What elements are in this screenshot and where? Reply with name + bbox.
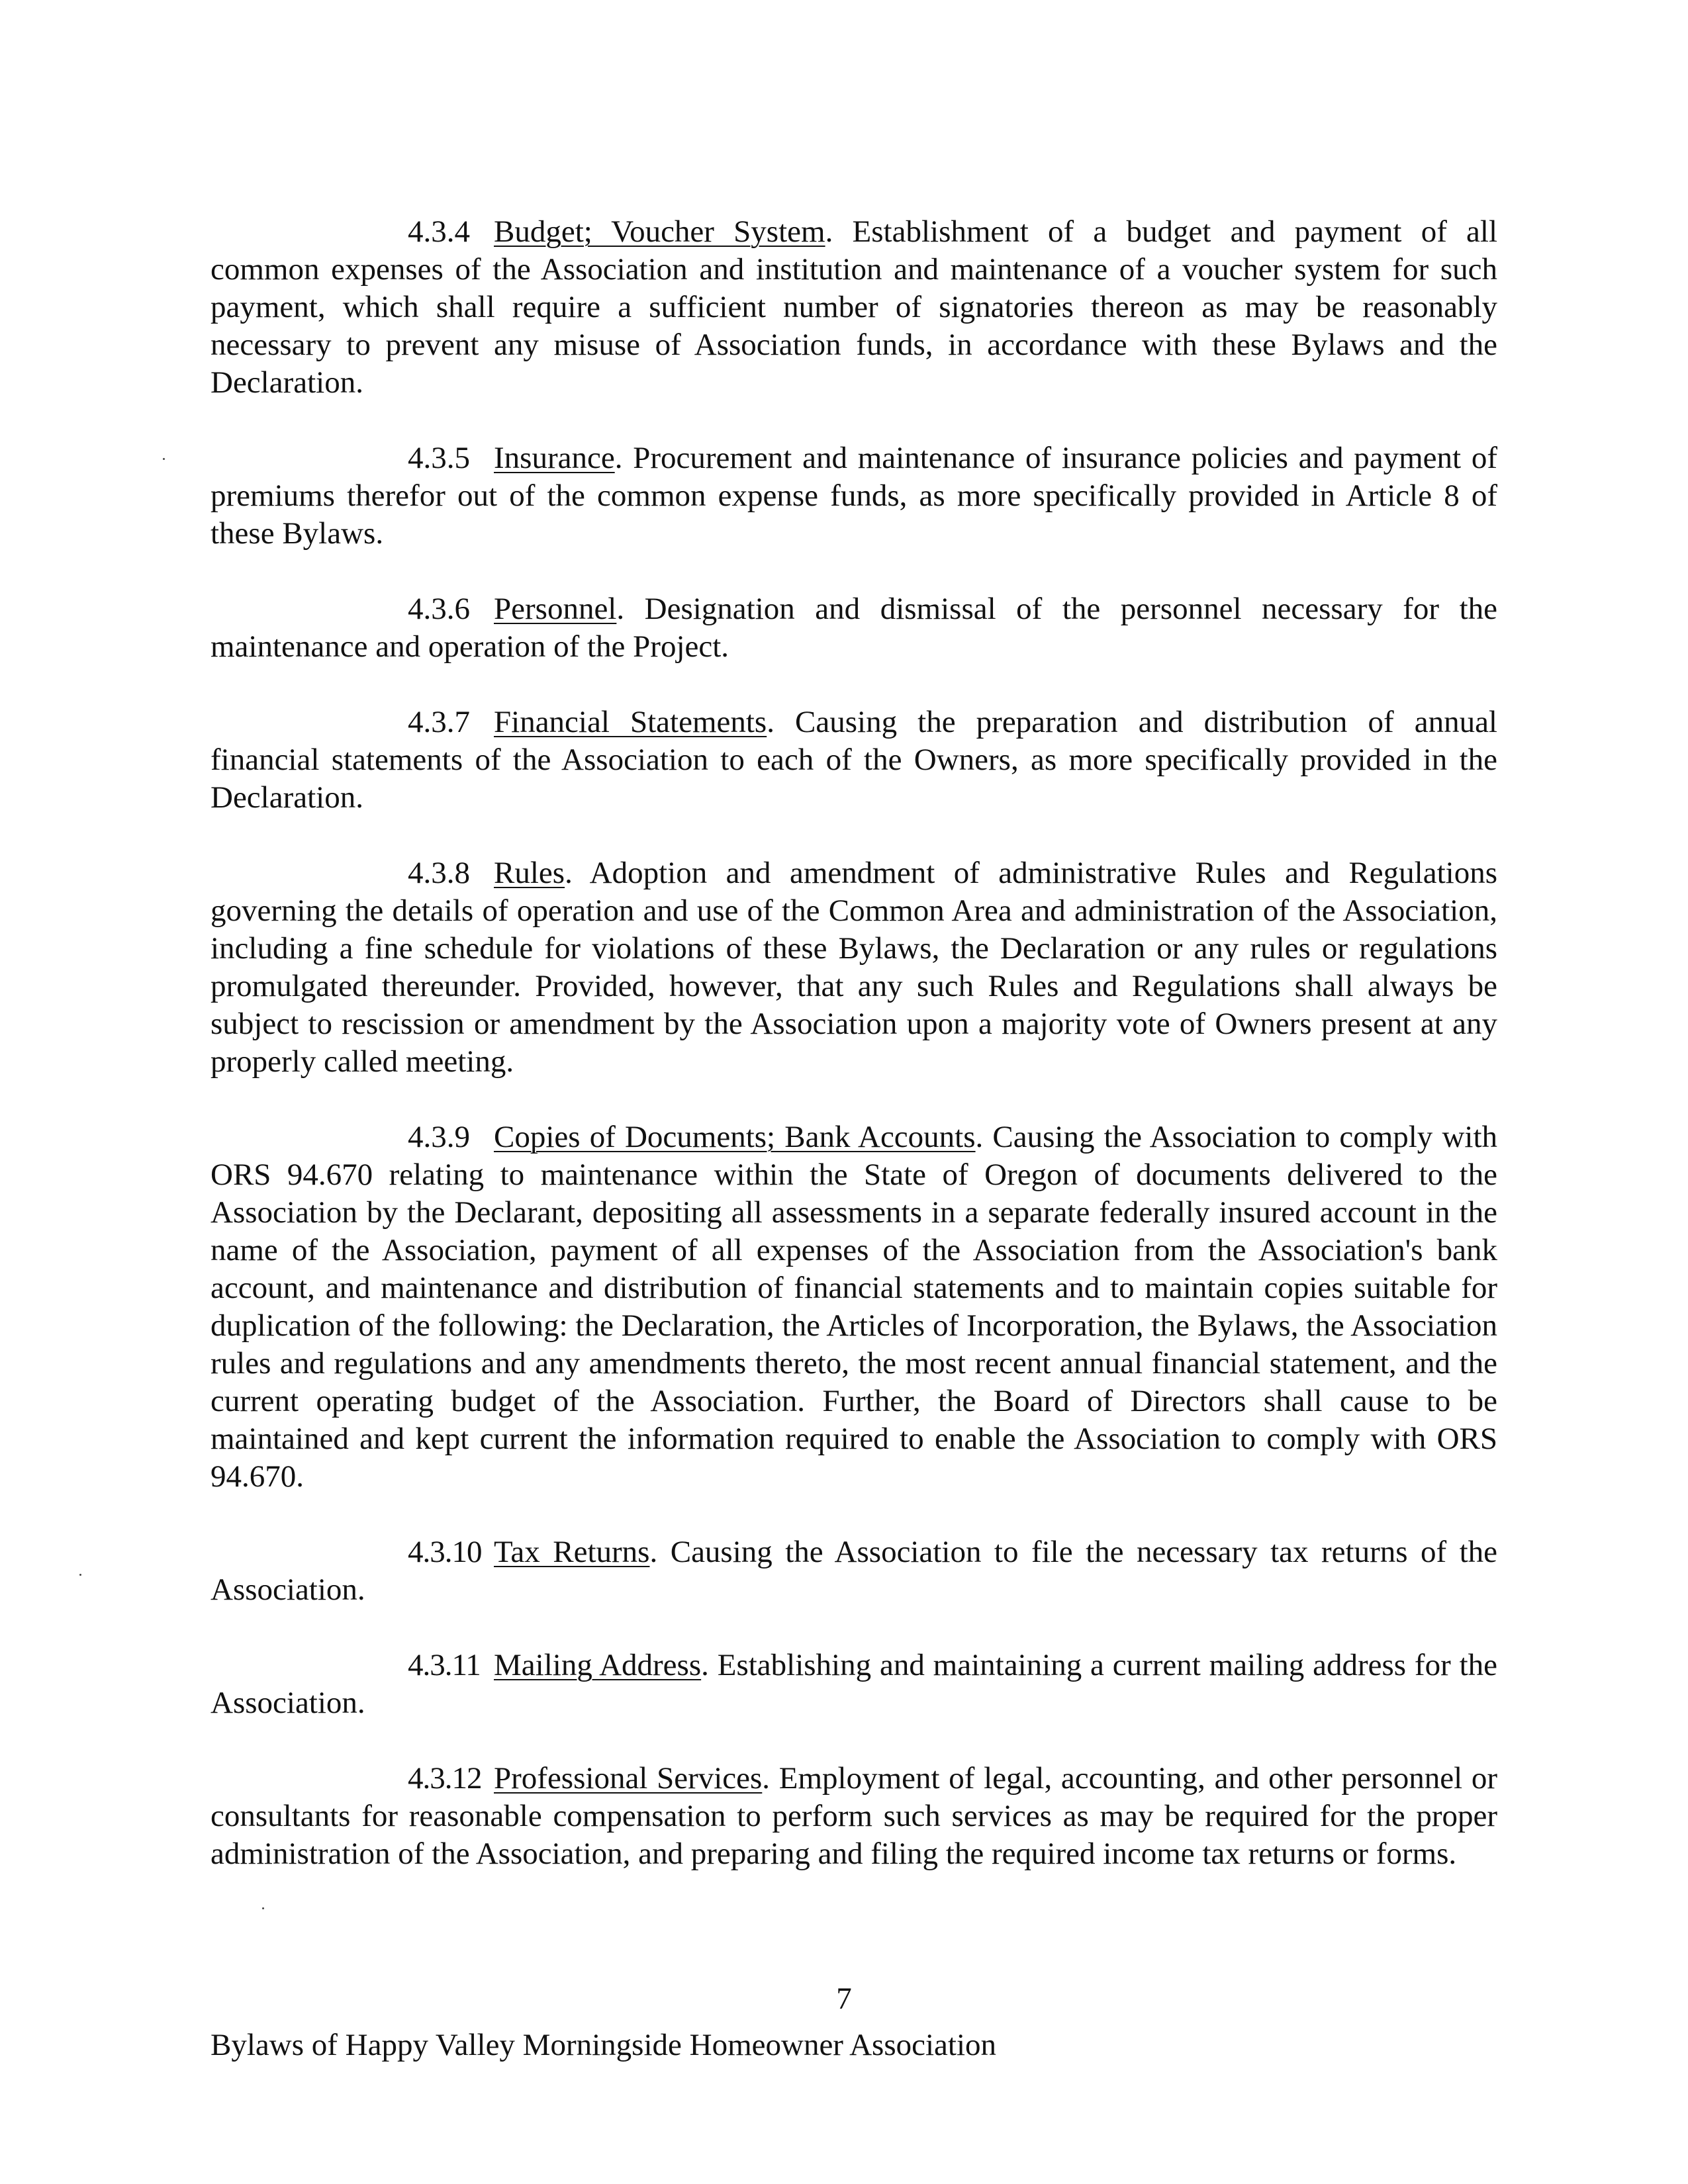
section-4-3-11: 4.3.11 Mailing Address. Establishing and maintaining a current mailing address for the Association. xyxy=(211,1648,1497,1720)
page-number: 7 xyxy=(836,1981,852,2016)
section-heading: Copies of Documents; Bank Accounts xyxy=(494,1120,976,1154)
document-body xyxy=(211,213,1497,1911)
section-4-3-6: 4.3.6 Personnel. Designation and dismissal of the personnel necessary for the maintenance and operation of the Project. xyxy=(211,592,1497,664)
section-4-3-5: 4.3.5 Insurance. Procurement and maintenance of insurance policies and payment of premiums therefor out of the common expense funds, as more specifically provided in Article 8 of these Bylaws. xyxy=(211,441,1497,551)
section-4-3-8: 4.3.8 Rules. Adoption and amendment of administrative Rules and Regulations governing the details of operation and use of the Common Area and administration of the Association, including a fine schedule for violations of these Bylaws, the Declaration or any rules or regulations promulgated thereunder. Provided, however, that any such Rules and Regulations shall always be subject to rescission or amendment by the Association upon a majority vote of Owners present at any properly called meeting. xyxy=(211,856,1497,1079)
section-heading: Budget; Voucher System xyxy=(494,214,825,249)
section-number: 4.3.7 xyxy=(408,705,470,739)
section-heading: Tax Returns xyxy=(494,1535,650,1569)
section-heading: Professional Services xyxy=(494,1761,763,1796)
section-text: Causing the preparation and distribution of annual financial statements of the Association to each of the Owners, as more specifically provided in the Declaration. xyxy=(211,705,1497,815)
section-number: 4.3.10 xyxy=(408,1535,482,1569)
section-heading: Personnel xyxy=(494,592,617,626)
section-heading: Rules xyxy=(494,856,565,890)
scan-speck xyxy=(79,1574,81,1576)
section-text: Procurement and maintenance of insurance policies and payment of premiums therefor out of the common expense funds, as more specifically provided in Article 8 of these Bylaws. xyxy=(211,441,1497,551)
section-text: Establishing and maintaining a current mailing address for the Association. xyxy=(211,1648,1497,1720)
section-text: Employment of legal, accounting, and other personnel or consultants for reasonable compensation to perform such services as may be required for the proper administration of the Association, and preparing and filing the required income tax returns or forms. xyxy=(211,1761,1498,1871)
section-number: 4.3.12 xyxy=(408,1761,482,1796)
section-text: Establishment of a budget and payment of all common expenses of the Association and institution and maintenance of a voucher system for such payment, which shall require a sufficient number of signatories thereon as may be reasonably necessary to prevent any misuse of Association funds, in accordance with these Bylaws and the Declaration. xyxy=(211,214,1498,400)
section-number: 4.3.8 xyxy=(408,856,470,890)
section-4-3-12: 4.3.12 Professional Services. Employment of legal, accounting, and other personnel or consultants for reasonable compensation to perform such services as may be required for the proper administration of the Association, and preparing and filing the required income tax returns or forms. xyxy=(211,1761,1498,1871)
section-heading: Insurance xyxy=(494,441,615,475)
section-4-3-7: 4.3.7 Financial Statements. Causing the preparation and distribution of annual financial statements of the Association to each of the Owners, as more specifically provided in the Declaration. xyxy=(211,705,1497,815)
document-footer: Bylaws of Happy Valley Morningside Homeowner Association xyxy=(211,2028,997,2062)
section-number: 4.3.6 xyxy=(408,592,470,626)
section-heading: Financial Statements xyxy=(494,705,767,739)
section-4-3-4: 4.3.4 Budget; Voucher System. Establishment of a budget and payment of all common expenses of the Association and institution and maintenance of a voucher system for such payment, which shall require a sufficient number of signatories thereon as may be reasonably necessary to prevent any misuse of Association funds, in accordance with these Bylaws and the Declaration. xyxy=(211,214,1498,400)
scan-speck xyxy=(262,1907,264,1909)
section-heading: Mailing Address xyxy=(494,1648,702,1682)
section-text: Adoption and amendment of administrative Rules and Regulations governing the details of operation and use of the Common Area and administration of the Association, including a fine schedule for violations of these Bylaws, the Declaration or any rules or regulations promulgated thereunder. Provided, however, that any such Rules and Regulations shall always be subject to rescission or amendment by the Association upon a majority vote of Owners present at any properly called meeting. xyxy=(211,856,1497,1079)
section-number: 4.3.9 xyxy=(408,1120,470,1154)
section-number: 4.3.5 xyxy=(408,441,470,475)
section-4-3-10: 4.3.10 Tax Returns. Causing the Association to file the necessary tax returns of the Association. xyxy=(211,1535,1498,1607)
section-number: 4.3.4 xyxy=(408,214,470,249)
section-text: Designation and dismissal of the personnel necessary for the maintenance and operation of the Project. xyxy=(211,592,1497,664)
section-number: 4.3.11 xyxy=(408,1648,481,1682)
section-text: Causing the Association to comply with ORS 94.670 relating to maintenance within the State of Oregon of documents delivered to the Association by the Declarant, depositing all assessments in a separate federally insured account in the name of the Association, payment of all expenses of the Association from the Association's bank account, and maintenance and distribution of financial statements and to maintain copies suitable for duplication of the following: the Declaration, the Articles of Incorporation, the Bylaws, the Association rules and regulations and any amendments thereto, the most recent annual financial statement, and the current operating budget of the Association. Further, the Board of Directors shall cause to be maintained and kept current the information required to enable the Association to comply with ORS 94.670. xyxy=(211,1120,1498,1494)
scan-speck xyxy=(163,458,165,460)
section-text: Causing the Association to file the necessary tax returns of the Association. xyxy=(211,1535,1498,1607)
section-4-3-9: 4.3.9 Copies of Documents; Bank Accounts. Causing the Association to comply with ORS 94.670 relating to maintenance within the State of Oregon of documents delivered to the Association by the Declarant, depositing all assessments in a separate federally insured account in the name of the Association, payment of all expenses of the Association from the Association's bank account, and maintenance and distribution of financial statements and to maintain copies suitable for duplication of the following: the Declaration, the Articles of Incorporation, the Bylaws, the Association rules and regulations and any amendments thereto, the most recent annual financial statement, and the current operating budget of the Association. Further, the Board of Directors shall cause to be maintained and kept current the information required to enable the Association to comply with ORS 94.670. xyxy=(211,1120,1498,1494)
